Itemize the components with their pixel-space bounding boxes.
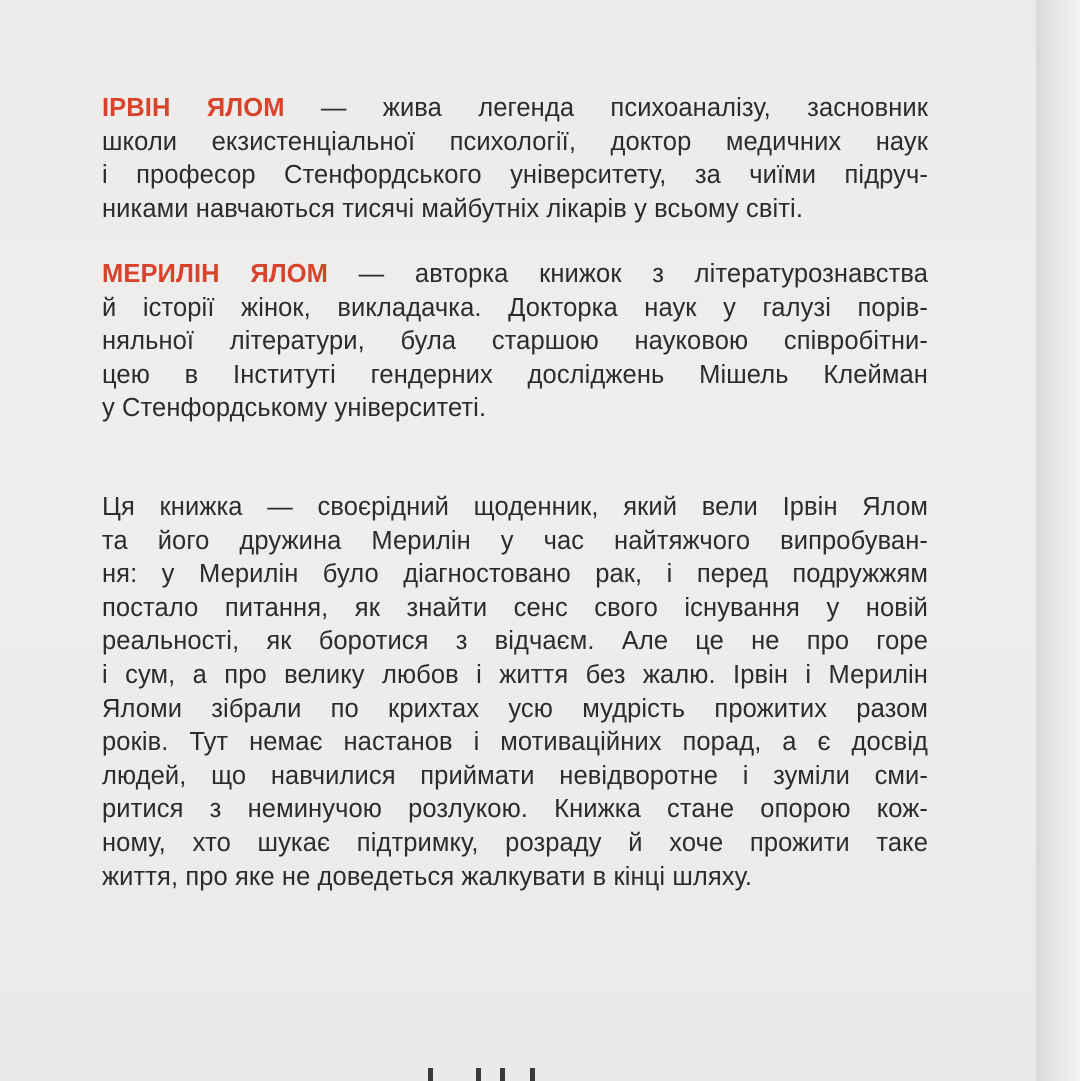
bio-line: ІРВІН ЯЛОМ — жива легенда психоаналізу, засновник [102, 94, 929, 122]
author-name-marilyn: МЕРИЛІН ЯЛОМ [102, 260, 329, 288]
annotation-line: та його дружина Мерилін у час найтяжчого випробуван- [102, 526, 928, 555]
book-annotation [102, 491, 928, 894]
bio-line: цею в Інституті гендерних досліджень Мішель Клейман [102, 360, 928, 389]
bio-line: МЕРИЛІН ЯЛОМ — авторка книжок з літературознавства [102, 260, 928, 288]
barcode-bar [476, 1068, 481, 1081]
page-edge-shadow [1036, 0, 1080, 1081]
annotation-line: ритися з неминучою розлукою. Книжка стане опорою кож- [102, 795, 928, 824]
annotation-line: життя, про яке не доведеться жалкувати в кінці шляху. [102, 862, 753, 891]
author-bio-irvin-yalom [102, 92, 928, 226]
annotation-line: років. Тут немає настанов і мотиваційних порад, а є досвід [102, 728, 928, 757]
bio-line: й історії жінок, викладачка. Докторка наук у галузі порів- [102, 293, 928, 322]
annotation-line: і сум, а про велику любов і життя без жалю. Ірвін і Мерилін [102, 660, 928, 689]
annotation-line: людей, що навчилися приймати невідворотне і зуміли сми- [102, 761, 928, 790]
bio-line: у Стенфордському університеті. [102, 394, 487, 423]
barcode-bar [530, 1068, 535, 1081]
annotation-line: Ця книжка — своєрідний щоденник, який вели Ірвін Ялом [102, 493, 928, 521]
bio-line: і професор Стенфордського університету, за чиїми підруч- [102, 161, 928, 190]
author-bio-marilyn-yalom [102, 258, 928, 426]
bio-line: никами навчаються тисячі майбутніх лікарів у всьому світі. [102, 194, 803, 223]
annotation-line: ному, хто шукає підтримку, розраду й хоче прожити таке [102, 828, 928, 857]
bio-line: няльної літератури, була старшою науковою співробітни- [102, 327, 928, 356]
annotation-line: Яломи зібрали по крихтах усю мудрість прожитих разом [102, 694, 928, 723]
bio-line: школи екзистенціальної психології, доктор медичних наук [102, 127, 928, 156]
annotation-line: постало питання, як знайти сенс свого існування у новій [102, 593, 928, 622]
annotation-line: ня: у Мерилін було діагностовано рак, і перед подружжям [102, 560, 928, 589]
author-name-irvin: ІРВІН ЯЛОМ [102, 94, 285, 122]
annotation-line: реальності, як боротися з відчаєм. Але це не про горе [102, 627, 928, 656]
barcode-bar [500, 1068, 505, 1081]
barcode-bar [428, 1068, 433, 1081]
